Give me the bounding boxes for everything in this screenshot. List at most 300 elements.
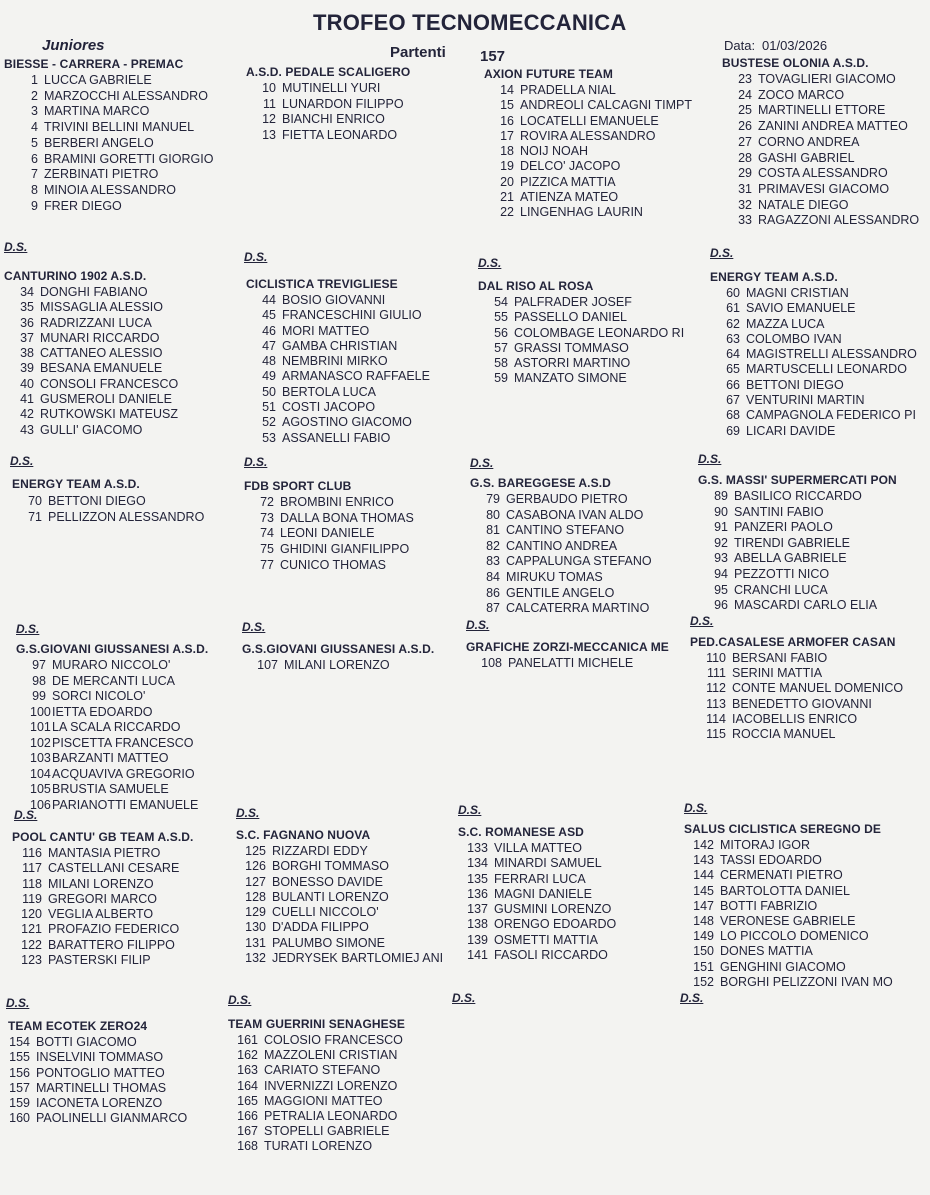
rider-row	[246, 324, 430, 339]
rider-name: GERBAUDO PIETRO	[506, 492, 628, 506]
rider-name: D'ADDA FILIPPO	[272, 920, 369, 935]
bib-number: 47	[262, 338, 276, 353]
rider-name: MITORAJ IGOR	[720, 838, 811, 852]
bib-number: 44	[262, 293, 276, 307]
rider-row	[684, 914, 893, 929]
rider-name: ZOCO MARCO	[758, 87, 845, 102]
rider-name: BESANA EMANUELE	[40, 361, 163, 376]
bib-number: 62	[726, 316, 740, 331]
bib-number: 56	[494, 325, 508, 340]
bib-number: 159	[9, 1096, 30, 1111]
bib-number: 9	[31, 198, 38, 213]
rider-row	[246, 97, 410, 113]
starters-count: 157	[480, 48, 506, 65]
rider-name: MILANI LORENZO	[284, 658, 390, 672]
rider-name: JEDRYSEK BARTLOMIEJ ANI	[272, 951, 444, 966]
rider-name: COSTA ALESSANDRO	[758, 166, 888, 181]
rider-row	[4, 89, 213, 105]
rider-row	[8, 1050, 187, 1065]
rider-row	[458, 887, 616, 902]
bib-number: 11	[263, 96, 276, 111]
bib-number: 64	[726, 347, 740, 362]
bib-number: 68	[726, 408, 740, 423]
rider-name: VILLA MATTEO	[494, 841, 582, 855]
rider-name: ACQUAVIVA GREGORIO	[52, 766, 195, 781]
bib-number: 69	[726, 423, 740, 438]
rider-row	[246, 308, 430, 323]
team-name: POOL CANTU' GB TEAM A.S.D.	[12, 830, 194, 844]
bib-number: 119	[22, 891, 42, 906]
rider-row	[246, 339, 430, 354]
rider-name: ROCCIA MANUEL	[732, 727, 836, 742]
rider-row	[466, 656, 669, 672]
rider-name: CATTANEO ALESSIO	[40, 346, 163, 361]
team-block	[470, 475, 652, 617]
bib-number: 49	[262, 369, 276, 384]
bib-number: 5	[31, 135, 38, 150]
bib-number: 148	[693, 914, 714, 929]
bib-number: 121	[21, 922, 42, 937]
rider-name: FASOLI RICCARDO	[494, 948, 608, 963]
rider-row	[228, 1109, 405, 1124]
team-name: A.S.D. PEDALE SCALIGERO	[246, 65, 411, 79]
rider-row	[478, 341, 684, 356]
rider-name: MUTINELLI YURI	[282, 81, 381, 95]
rider-name: BOTTI FABRIZIO	[720, 898, 818, 913]
team-block	[242, 641, 434, 674]
rider-row	[236, 920, 443, 935]
team-name: TEAM ECOTEK ZERO24	[8, 1019, 148, 1033]
bib-number: 138	[467, 917, 488, 932]
ds-label: D.S.	[236, 806, 260, 820]
rider-row	[698, 505, 897, 521]
ds-label: D.S.	[452, 991, 476, 1005]
rider-row	[236, 875, 443, 890]
rider-row	[8, 1035, 187, 1050]
ds-label: D.S.	[690, 614, 714, 628]
rider-row	[690, 651, 903, 666]
rider-row	[16, 689, 208, 705]
rider-row	[236, 859, 443, 874]
rider-name: MAGISTRELLI ALESSANDRO	[746, 347, 917, 362]
bib-number: 160	[9, 1111, 30, 1126]
ds-label: D.S.	[244, 250, 268, 264]
team-block	[466, 639, 669, 672]
rider-name: MINARDI SAMUEL	[494, 856, 602, 871]
bib-number: 89	[714, 489, 728, 503]
rider-row	[710, 317, 917, 332]
rider-row	[684, 960, 893, 975]
bib-number: 75	[260, 542, 274, 557]
ds-label: D.S.	[228, 993, 252, 1007]
bib-number: 77	[260, 557, 274, 572]
rider-row	[470, 492, 652, 508]
bib-number: 40	[20, 376, 34, 391]
rider-row	[244, 495, 414, 511]
rider-row	[16, 705, 208, 721]
rider-name: ZANINI ANDREA MATTEO	[758, 119, 908, 134]
rider-name: CONSOLI FRANCESCO	[40, 376, 179, 391]
rider-row	[4, 285, 178, 300]
rider-name: PASSELLO DANIEL	[514, 310, 628, 325]
ds-label: D.S.	[698, 452, 722, 466]
rider-name: CORNO ANDREA	[758, 134, 860, 149]
rider-name: PEZZOTTI NICO	[734, 566, 830, 581]
bib-number: 96	[714, 598, 728, 613]
bib-number: 116	[22, 846, 42, 860]
bib-number: 2	[31, 88, 38, 103]
rider-row	[228, 1094, 405, 1109]
rider-row	[484, 114, 692, 129]
bib-number: 157	[9, 1080, 30, 1095]
team-name: CICLISTICA TREVIGLIESE	[246, 277, 398, 291]
bib-number: 128	[245, 889, 266, 904]
bib-number: 67	[726, 393, 740, 408]
starters-label: Partenti	[390, 44, 446, 61]
rider-name: NEMBRINI MIRKO	[282, 354, 388, 369]
rider-row	[4, 120, 213, 136]
rider-name: STOPELLI GABRIELE	[264, 1124, 390, 1139]
rider-row	[698, 520, 897, 536]
rider-name: CASABONA IVAN ALDO	[506, 507, 644, 522]
bib-number: 120	[21, 907, 42, 922]
rider-row	[722, 182, 919, 198]
category-label: Juniores	[42, 37, 105, 54]
rider-row	[8, 1096, 187, 1111]
bib-number: 41	[20, 392, 34, 407]
rider-name: MAGNI CRISTIAN	[746, 286, 849, 300]
rider-name: DALLA BONA THOMAS	[280, 510, 414, 525]
rider-row	[12, 877, 193, 892]
bib-number: 21	[500, 190, 514, 205]
rider-name: FIETTA LEONARDO	[282, 127, 398, 142]
rider-name: LUCCA GABRIELE	[44, 73, 152, 87]
rider-name: LINGENHAG LAURIN	[520, 205, 643, 220]
bib-number: 54	[494, 295, 508, 309]
bib-number: 16	[500, 113, 514, 128]
bib-number: 161	[237, 1033, 258, 1047]
rider-row	[458, 917, 616, 932]
rider-name: SAVIO EMANUELE	[746, 301, 856, 316]
bib-number: 113	[706, 696, 726, 711]
ds-label: D.S.	[680, 991, 704, 1005]
rider-row	[4, 73, 213, 89]
rider-row	[16, 720, 208, 736]
rider-row	[722, 166, 919, 182]
bib-number: 55	[494, 310, 508, 325]
rider-name: MARTINA MARCO	[44, 104, 150, 119]
rider-row	[458, 933, 616, 948]
rider-row	[12, 509, 204, 525]
rider-row	[236, 951, 443, 966]
rider-row	[228, 1079, 405, 1094]
bib-number: 110	[706, 651, 726, 665]
rider-name: ASTORRI MARTINO	[514, 356, 631, 371]
rider-name: COLOMBO IVAN	[746, 331, 842, 346]
rider-row	[4, 361, 178, 376]
team-name: CANTURINO 1902 A.S.D.	[4, 269, 147, 283]
rider-row	[8, 1066, 187, 1081]
bib-number: 125	[245, 844, 266, 858]
bib-number: 91	[714, 520, 728, 535]
rider-name: BARATTERO FILIPPO	[48, 937, 175, 952]
rider-row	[4, 104, 213, 120]
bib-number: 38	[20, 346, 34, 361]
rider-row	[710, 332, 917, 347]
rider-row	[246, 354, 430, 369]
bib-number: 82	[486, 538, 500, 553]
rider-row	[484, 175, 692, 190]
rider-name: BETTONI DIEGO	[746, 377, 844, 392]
bib-number: 87	[486, 601, 500, 616]
rider-row	[246, 400, 430, 415]
rider-name: PISCETTA FRANCESCO	[52, 735, 194, 750]
rider-name: TURATI LORENZO	[264, 1139, 373, 1154]
rider-name: BOSIO GIOVANNI	[282, 293, 386, 307]
rider-name: SANTINI FABIO	[734, 504, 824, 519]
rider-row	[698, 583, 897, 599]
rider-name: COLOSIO FRANCESCO	[264, 1033, 403, 1047]
rider-name: BORGHI TOMMASO	[272, 859, 389, 874]
bib-number: 155	[9, 1050, 30, 1065]
rider-row	[4, 377, 178, 392]
rider-name: BENEDETTO GIOVANNI	[732, 696, 872, 711]
rider-name: GHIDINI GIANFILIPPO	[280, 542, 410, 557]
rider-name: BARZANTI MATTEO	[52, 751, 169, 765]
rider-row	[228, 1063, 405, 1078]
rider-name: IACONETA LORENZO	[36, 1096, 163, 1111]
bib-number: 98	[32, 673, 46, 688]
bib-number: 123	[21, 953, 42, 968]
rider-name: PAOLINELLI GIANMARCO	[36, 1111, 188, 1126]
bib-number: 117	[22, 861, 42, 876]
team-block	[12, 476, 204, 525]
bib-number: 165	[237, 1093, 258, 1108]
rider-row	[12, 938, 193, 953]
rider-name: PANZERI PAOLO	[734, 520, 833, 535]
rider-row	[16, 736, 208, 752]
bib-number: 139	[467, 932, 488, 947]
bib-number: 7	[31, 167, 38, 182]
bib-number: 36	[20, 315, 34, 330]
rider-row	[458, 872, 616, 887]
team-name: ENERGY TEAM A.S.D.	[710, 270, 838, 284]
rider-name: LICARI DAVIDE	[746, 423, 836, 438]
rider-row	[470, 508, 652, 524]
bib-number: 80	[486, 507, 500, 522]
rider-row	[16, 674, 208, 690]
rider-row	[710, 393, 917, 408]
rider-name: BRUSTIA SAMUELE	[52, 782, 169, 796]
rider-name: SERINI MATTIA	[732, 666, 823, 681]
ds-label: D.S.	[684, 801, 708, 815]
bib-number: 106	[30, 797, 51, 812]
rider-name: BERTOLA LUCA	[282, 384, 377, 399]
bib-number: 129	[245, 905, 266, 920]
rider-row	[722, 135, 919, 151]
rider-name: DELCO' JACOPO	[520, 159, 621, 174]
bib-number: 46	[262, 323, 276, 338]
team-block	[246, 64, 410, 143]
team-name: G.S. BAREGGESE A.S.D	[470, 476, 611, 490]
rider-name: TRIVINI BELLINI MANUEL	[44, 120, 195, 135]
rider-row	[228, 1048, 405, 1063]
team-name: BIESSE - CARRERA - PREMAC	[4, 57, 184, 71]
rider-name: PASTERSKI FILIP	[48, 953, 151, 968]
team-block	[228, 1016, 405, 1155]
bib-number: 28	[738, 150, 752, 165]
bib-number: 37	[20, 330, 34, 345]
ds-label: D.S.	[16, 622, 40, 636]
bib-number: 71	[28, 510, 42, 524]
rider-row	[698, 551, 897, 567]
bib-number: 145	[693, 883, 714, 898]
bib-number: 168	[237, 1139, 258, 1154]
team-name: AXION FUTURE TEAM	[484, 67, 614, 81]
rider-name: MARZOCCHI ALESSANDRO	[44, 88, 208, 103]
bib-number: 163	[237, 1063, 258, 1078]
rider-name: ROVIRA ALESSANDRO	[520, 128, 656, 143]
rider-name: BERBERI ANGELO	[44, 135, 154, 150]
rider-row	[246, 293, 430, 308]
bib-number: 95	[714, 582, 728, 597]
team-name: S.C. FAGNANO NUOVA	[236, 828, 371, 842]
rider-name: PALFRADER JOSEF	[514, 295, 632, 309]
bib-number: 72	[260, 495, 274, 509]
rider-row	[684, 929, 893, 944]
rider-row	[246, 369, 430, 384]
bib-number: 6	[31, 151, 38, 166]
team-name: GRAFICHE ZORZI-MECCANICA ME	[466, 640, 669, 654]
rider-name: LEONI DANIELE	[280, 526, 375, 541]
bib-number: 31	[738, 181, 752, 196]
bib-number: 92	[714, 535, 728, 550]
rider-row	[484, 129, 692, 144]
rider-name: PONTOGLIO MATTEO	[36, 1065, 165, 1080]
rider-name: MANTASIA PIETRO	[48, 846, 161, 860]
rider-row	[710, 424, 917, 439]
rider-row	[246, 112, 410, 128]
rider-row	[246, 415, 430, 430]
bib-number: 23	[738, 72, 752, 86]
bib-number: 94	[714, 566, 728, 581]
bib-number: 167	[237, 1124, 258, 1139]
rider-row	[228, 1124, 405, 1139]
bib-number: 8	[31, 182, 38, 197]
bib-number: 33	[738, 213, 752, 228]
rider-row	[698, 598, 897, 614]
rider-name: AGOSTINO GIACOMO	[282, 415, 412, 430]
rider-row	[722, 119, 919, 135]
rider-row	[246, 128, 410, 144]
rider-name: COSTI JACOPO	[282, 400, 376, 415]
rider-name: GENGHINI GIACOMO	[720, 959, 846, 974]
bib-number: 86	[486, 585, 500, 600]
team-block	[4, 268, 178, 438]
bib-number: 122	[21, 937, 42, 952]
team-block	[12, 829, 193, 968]
rider-row	[8, 1081, 187, 1096]
bib-number: 142	[693, 838, 714, 852]
bib-number: 154	[9, 1035, 30, 1049]
team-block	[684, 821, 893, 990]
team-block	[246, 276, 430, 446]
rider-row	[4, 407, 178, 422]
rider-row	[4, 199, 213, 215]
rider-name: GUSMEROLI DANIELE	[40, 392, 172, 407]
rider-name: MAZZOLENI CRISTIAN	[264, 1048, 398, 1063]
bib-number: 156	[9, 1065, 30, 1080]
rider-row	[12, 922, 193, 937]
rider-row	[16, 751, 208, 767]
bib-number: 79	[486, 492, 500, 506]
rider-name: PRIMAVESI GIACOMO	[758, 181, 890, 196]
rider-row	[458, 841, 616, 856]
bib-number: 149	[693, 929, 714, 944]
rider-name: GENTILE ANGELO	[506, 585, 615, 600]
team-block	[244, 478, 414, 574]
rider-row	[684, 868, 893, 883]
rider-row	[484, 83, 692, 98]
rider-name: NOIJ NOAH	[520, 144, 589, 159]
rider-name: INSELVINI TOMMASO	[36, 1050, 164, 1065]
bib-number: 51	[262, 400, 276, 415]
rider-name: BOTTI GIACOMO	[36, 1035, 137, 1049]
rider-name: OSMETTI MATTIA	[494, 932, 598, 947]
rider-name: TOVAGLIERI GIACOMO	[758, 72, 896, 86]
team-name: S.C. ROMANESE ASD	[458, 825, 584, 839]
bib-number: 127	[245, 874, 266, 889]
bib-number: 14	[500, 83, 514, 97]
rider-name: VEGLIA ALBERTO	[48, 907, 154, 922]
rider-name: LO PICCOLO DOMENICO	[720, 929, 869, 944]
team-name: BUSTESE OLONIA A.S.D.	[722, 56, 869, 70]
bib-number: 27	[738, 134, 752, 149]
team-name: ENERGY TEAM A.S.D.	[12, 477, 140, 491]
rider-name: PANELATTI MICHELE	[508, 656, 634, 670]
rider-row	[684, 944, 893, 959]
rider-name: TIRENDI GABRIELE	[734, 535, 850, 550]
rider-name: ATIENZA MATEO	[520, 190, 619, 205]
bib-number: 118	[22, 876, 42, 891]
rider-name: MARTUSCELLI LEONARDO	[746, 362, 907, 377]
bib-number: 107	[257, 658, 278, 672]
rider-name: FRER DIEGO	[44, 198, 122, 213]
team-block	[722, 55, 919, 229]
bib-number: 65	[726, 362, 740, 377]
date-label: Data:	[724, 38, 756, 53]
ds-label: D.S.	[710, 246, 734, 260]
rider-name: MURARO NICCOLO'	[52, 658, 171, 672]
rider-name: MORI MATTEO	[282, 323, 370, 338]
bib-number: 81	[486, 523, 500, 538]
bib-number: 166	[237, 1109, 258, 1124]
rider-name: BASILICO RICCARDO	[734, 489, 862, 503]
rider-row	[4, 346, 178, 361]
bib-number: 66	[726, 377, 740, 392]
bib-number: 61	[726, 301, 740, 316]
bib-number: 114	[706, 711, 726, 726]
rider-row	[722, 198, 919, 214]
bib-number: 53	[262, 430, 276, 445]
bib-number: 70	[28, 494, 42, 508]
rider-name: IETTA EDOARDO	[52, 704, 153, 719]
bib-number: 25	[738, 103, 752, 118]
team-block	[16, 641, 208, 813]
ds-label: D.S.	[6, 996, 30, 1010]
rider-row	[478, 295, 684, 310]
rider-row	[4, 183, 213, 199]
